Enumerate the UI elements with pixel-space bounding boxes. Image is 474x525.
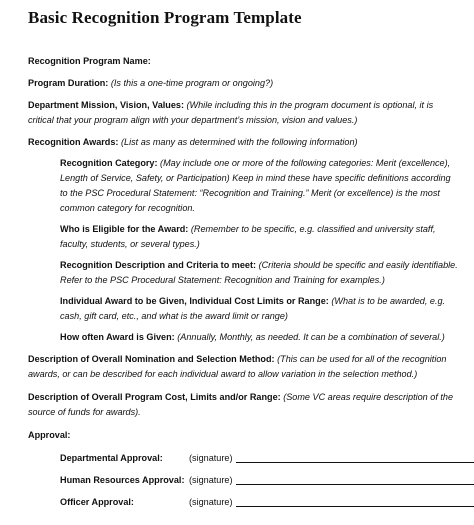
signature-label: (signature) bbox=[189, 453, 233, 463]
frequency-label: How often Award is Given: bbox=[60, 332, 175, 342]
document-title: Basic Recognition Program Template bbox=[28, 8, 302, 27]
frequency-field bbox=[60, 330, 458, 345]
signature-line[interactable] bbox=[236, 462, 474, 463]
approval-heading bbox=[28, 428, 458, 443]
recognition-category-label: Recognition Category: bbox=[60, 158, 158, 168]
individual-award-label: Individual Award to be Given, Individual Cost Limits or Range: bbox=[60, 296, 329, 306]
criteria-label: Recognition Description and Criteria to meet: bbox=[60, 260, 257, 270]
program-name-label: Recognition Program Name: bbox=[28, 56, 151, 66]
signature-line[interactable] bbox=[236, 506, 474, 507]
recognition-awards-note: (List as many as determined with the following information) bbox=[120, 137, 358, 147]
individual-award-field bbox=[60, 294, 458, 324]
eligibility-field bbox=[60, 222, 458, 252]
signature-label: (signature) bbox=[189, 497, 233, 507]
nomination-method-field bbox=[28, 352, 458, 382]
officer-approval-label: Officer Approval: bbox=[60, 497, 134, 507]
nomination-method-note: (This can be used for all of the recognition awards, or can be described for each individual award to allow variation in the selection method.) bbox=[28, 354, 447, 379]
signature-line[interactable] bbox=[236, 484, 474, 485]
program-cost-field bbox=[28, 390, 458, 420]
human-resources-approval-row bbox=[60, 473, 440, 488]
program-cost-label: Description of Overall Program Cost, Limits and/or Range: bbox=[28, 392, 281, 402]
approval-label: Approval: bbox=[28, 430, 71, 440]
criteria-note: (Criteria should be specific and easily identifiable. Refer to the PSC Procedural Statement: Recognition and Training for examples.) bbox=[60, 260, 458, 285]
departmental-approval-row bbox=[60, 451, 440, 466]
department-mission-label: Department Mission, Vision, Values: bbox=[28, 100, 184, 110]
recognition-awards-label: Recognition Awards: bbox=[28, 137, 119, 147]
department-mission-field bbox=[28, 98, 458, 128]
department-mission-note: (While including this in the program document is optional, it is critical that your program align with your department’s mission, vision and values.) bbox=[28, 100, 434, 125]
human-resources-approval-label: Human Resources Approval: bbox=[60, 475, 185, 485]
program-duration-note: (Is this a one-time program or ongoing?) bbox=[110, 78, 274, 88]
frequency-note: (Annually, Monthly, as needed. It can be a combination of several.) bbox=[177, 332, 445, 342]
departmental-approval-label: Departmental Approval: bbox=[60, 453, 163, 463]
recognition-category-note: (May include one or more of the following categories: Merit (excellence), Length of Service, Safety, or Participation) Keep in mind these have specific definitions according to the PSC Procedural Statement: “Recognition and Training.” Merit (or excellence) is the most common category for recognition. bbox=[60, 158, 451, 213]
individual-award-note: (What is to be awarded, e.g. cash, gift card, etc., and what is the award limit or range) bbox=[60, 296, 446, 321]
program-name-field bbox=[28, 54, 458, 69]
program-cost-note: (Some VC areas require description of the source of funds for awards). bbox=[28, 392, 454, 417]
officer-approval-row bbox=[60, 495, 440, 510]
signature-label: (signature) bbox=[189, 475, 233, 485]
recognition-awards-field bbox=[28, 135, 458, 150]
eligibility-note: (Remember to be specific, e.g. classified and university staff, faculty, students, or several types.) bbox=[60, 224, 436, 249]
recognition-category-field bbox=[60, 156, 458, 216]
program-duration-field bbox=[28, 76, 458, 91]
eligibility-label: Who is Eligible for the Award: bbox=[60, 224, 189, 234]
nomination-method-label: Description of Overall Nomination and Selection Method: bbox=[28, 354, 275, 364]
program-duration-label: Program Duration: bbox=[28, 78, 109, 88]
criteria-field bbox=[60, 258, 458, 288]
